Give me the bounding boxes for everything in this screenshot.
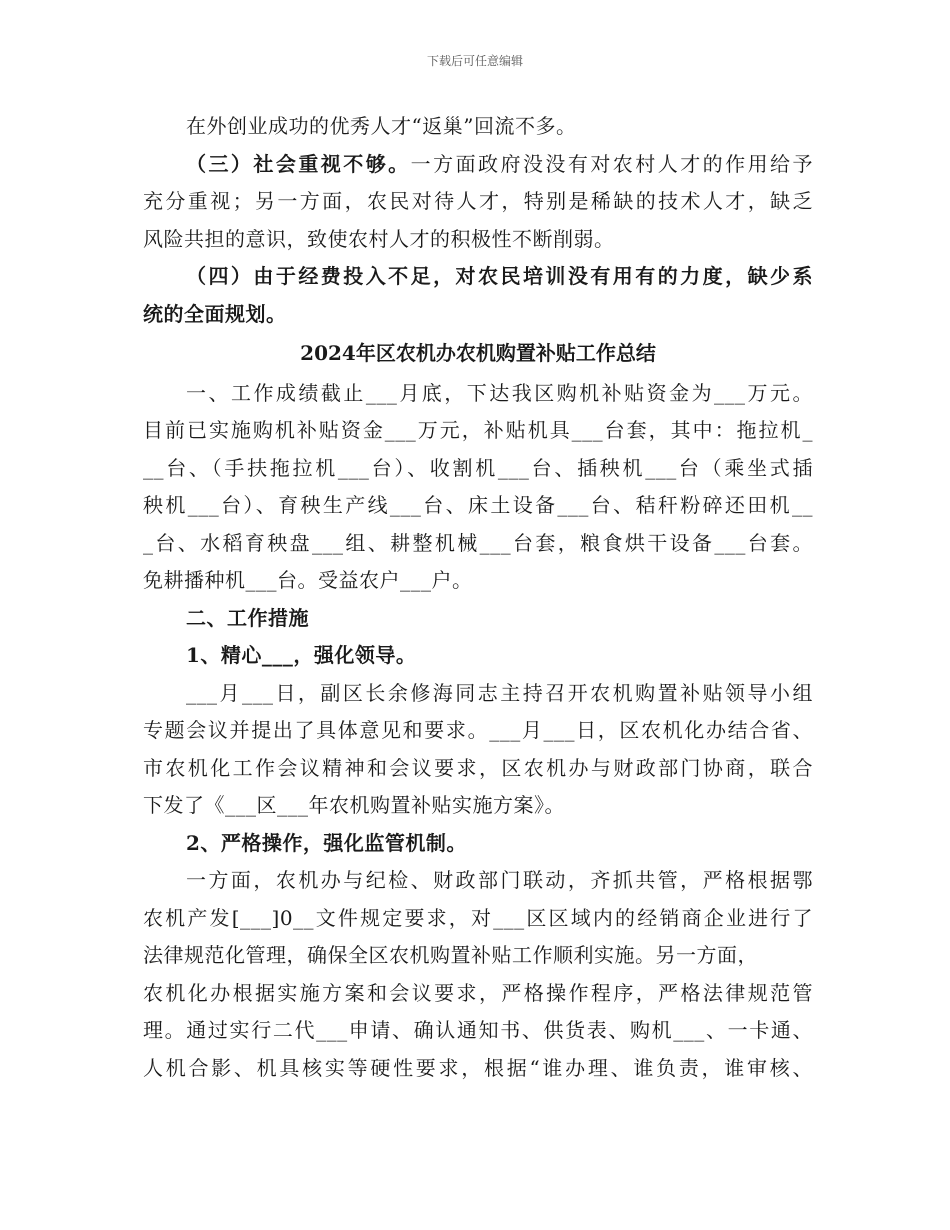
document-body: [143, 108, 813, 1087]
paragraph-line: 免耕播种机___台。受益农户___户。: [143, 568, 473, 592]
subsection-heading-1: 1、精心___，强化领导。: [186, 643, 417, 667]
section-heading-measures: 二、工作措施: [186, 605, 309, 630]
paragraph-line: _台、水稻育秧盘___组、耕整机械___台套，粮食烘干设备___台套。: [143, 530, 813, 555]
paragraph-text: 一方面政府没没有对农村人才的作用给予: [410, 151, 814, 176]
page-header: 下载后可任意编辑: [426, 54, 523, 68]
paragraph-line: 目前已实施购机补贴资金___万元，补贴机具___台套，其中：拖拉机_: [143, 418, 813, 442]
paragraph-line: ___月___日，副区长余修海同志主持召开农机购置补贴领导小组: [186, 680, 813, 705]
paragraph-line: 人机合影、机具核实等硬性要求，根据“谁办理、谁负责，谁审核、: [143, 1055, 813, 1080]
paragraph-line: 充分重视；另一方面，农民对待人才，特别是稀缺的技术人才，缺乏: [143, 189, 813, 213]
paragraph-line: 市农机化工作会议精神和会议要求，区农机办与财政部门协商，联合: [143, 755, 813, 780]
section-heading-4-cont: 统的全面规划。: [143, 301, 287, 326]
document-title: 2024年区农机办农机购置补贴工作总结: [300, 341, 656, 365]
paragraph-line: 下发了《___区___年农机购置补贴实施方案》。: [143, 793, 565, 817]
paragraph-line: [143, 146, 813, 184]
section-heading-4: （四）由于经费投入不足，对农民培训没有用有的力度，缺少系: [186, 264, 813, 288]
paragraph-line: 风险共担的意识，致使农村人才的积极性不断削弱。: [143, 226, 615, 251]
paragraph-line: 一、工作成绩截止___月底，下达我区购机补贴资金为___万元。: [186, 380, 813, 405]
paragraph-line: 理。通过实行二代___申请、确认通知书、供货表、购机___、一卡通、: [143, 1018, 813, 1042]
section-heading-3: （三）社会重视不够。: [186, 151, 411, 176]
paragraph-line: 秧机___台）、育秧生产线___台、床土设备___台、秸秆粉碎还田机__: [143, 493, 813, 517]
paragraph-line: 法律规范化管理，确保全区农机购置补贴工作顺利实施。另一方面，: [143, 943, 758, 967]
paragraph-line: 农机化办根据实施方案和会议要求，严格操作程序，严格法律规范管: [143, 980, 813, 1005]
paragraph-line: 一方面，农机办与纪检、财政部门联动，齐抓共管，严格根据鄂: [186, 868, 813, 892]
subsection-heading-2: 2、严格操作，强化监管机制。: [186, 830, 467, 855]
paragraph-line: 在外创业成功的优秀人才“返巢”回流不多。: [186, 114, 577, 138]
paragraph-line: 农机产发[___]0__文件规定要求，对___区区域内的经销商企业进行了: [143, 905, 813, 930]
paragraph-line: 专题会议并提出了具体意见和要求。___月___日，区农机化办结合省、: [143, 718, 813, 742]
paragraph-line: __台、（手扶拖拉机___台）、收割机___台、插秧机___台（乘坐式插: [143, 455, 813, 480]
